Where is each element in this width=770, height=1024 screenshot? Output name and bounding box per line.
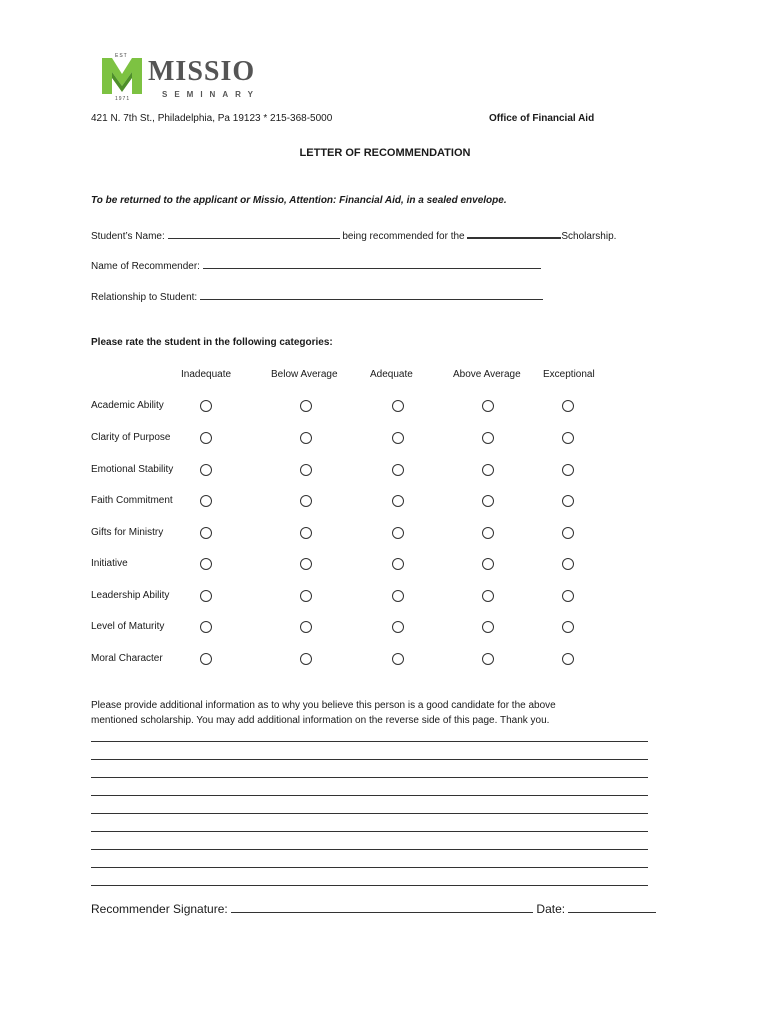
rating-radio[interactable]	[200, 590, 212, 602]
rating-radio[interactable]	[200, 653, 212, 665]
rating-radio[interactable]	[392, 590, 404, 602]
rating-radio[interactable]	[482, 621, 494, 633]
category-label: Gifts for Ministry	[91, 527, 164, 538]
rating-radio[interactable]	[562, 432, 574, 444]
rating-radio[interactable]	[562, 590, 574, 602]
rating-radio[interactable]	[300, 590, 312, 602]
rating-radio[interactable]	[200, 495, 212, 507]
recommended-for-text: being recommended for the	[342, 231, 465, 242]
rating-radio[interactable]	[200, 432, 212, 444]
category-label: Level of Maturity	[91, 621, 165, 632]
comment-line[interactable]	[91, 849, 648, 850]
rating-radio[interactable]	[562, 464, 574, 476]
rating-radio[interactable]	[300, 558, 312, 570]
logo-wordmark: MISSIO	[148, 56, 256, 87]
rating-radio[interactable]	[300, 621, 312, 633]
return-instruction: To be returned to the applicant or Missio, Attention: Financial Aid, in a sealed envelope.	[91, 195, 507, 206]
date-field[interactable]	[568, 900, 656, 913]
recommender-label: Name of Recommender:	[91, 261, 200, 272]
category-label: Emotional Stability	[91, 464, 174, 475]
rating-radio[interactable]	[392, 558, 404, 570]
rating-radio[interactable]	[300, 432, 312, 444]
student-name-row	[91, 227, 616, 242]
rating-radio[interactable]	[200, 464, 212, 476]
signature-field[interactable]	[231, 900, 533, 913]
logo-year-text: 1971	[115, 96, 131, 102]
comment-line[interactable]	[91, 777, 648, 778]
rating-radio[interactable]	[482, 653, 494, 665]
missio-logo	[100, 52, 280, 104]
comment-line[interactable]	[91, 795, 648, 796]
relationship-label: Relationship to Student:	[91, 292, 198, 303]
relationship-row	[91, 289, 543, 303]
rating-radio[interactable]	[562, 558, 574, 570]
logo-subtitle: SEMINARY	[162, 90, 260, 99]
rating-radio[interactable]	[562, 621, 574, 633]
column-header-exceptional: Exceptional	[543, 369, 595, 380]
comment-line[interactable]	[91, 867, 648, 868]
logo-est-text: EST	[115, 53, 128, 59]
rating-radio[interactable]	[300, 400, 312, 412]
column-header-inadequate: Inadequate	[181, 369, 232, 380]
date-label: Date:	[536, 902, 566, 916]
office-name: Office of Financial Aid	[489, 113, 595, 124]
rating-radio[interactable]	[300, 495, 312, 507]
rating-radio[interactable]	[482, 464, 494, 476]
rating-prompt: Please rate the student in the following categories:	[91, 337, 333, 348]
category-label: Leadership Ability	[91, 590, 170, 601]
rating-radio[interactable]	[300, 527, 312, 539]
rating-radio[interactable]	[482, 590, 494, 602]
category-label: Initiative	[91, 558, 128, 569]
category-label: Clarity of Purpose	[91, 432, 171, 443]
recommender-row	[91, 258, 541, 272]
rating-radio[interactable]	[482, 495, 494, 507]
comment-line[interactable]	[91, 813, 648, 814]
rating-radio[interactable]	[562, 527, 574, 539]
rating-radio[interactable]	[392, 653, 404, 665]
signature-label: Recommender Signature:	[91, 902, 228, 916]
comment-line[interactable]	[91, 741, 648, 742]
rating-radio[interactable]	[392, 432, 404, 444]
rating-radio[interactable]	[392, 527, 404, 539]
recommender-name-field[interactable]	[203, 258, 541, 269]
column-header-adequate: Adequate	[370, 369, 413, 380]
student-name-label: Student’s Name:	[91, 231, 165, 242]
additional-info-line-2: mentioned scholarship. You may add additional information on the reverse side of this page. Thank you.	[91, 715, 550, 726]
rating-radio[interactable]	[482, 558, 494, 570]
rating-radio[interactable]	[200, 400, 212, 412]
rating-radio[interactable]	[562, 653, 574, 665]
scholarship-text: Scholarship.	[561, 231, 617, 242]
rating-radio[interactable]	[200, 621, 212, 633]
rating-radio[interactable]	[482, 527, 494, 539]
relationship-field[interactable]	[200, 289, 543, 300]
rating-radio[interactable]	[482, 400, 494, 412]
rating-radio[interactable]	[200, 558, 212, 570]
category-label: Moral Character	[91, 653, 163, 664]
comment-line[interactable]	[91, 831, 648, 832]
column-header-above-average: Above Average	[453, 369, 521, 380]
rating-radio[interactable]	[482, 432, 494, 444]
scholarship-name-field[interactable]	[467, 227, 561, 239]
comment-line[interactable]	[91, 885, 648, 886]
rating-radio[interactable]	[392, 400, 404, 412]
rating-radio[interactable]	[392, 464, 404, 476]
column-header-below-average: Below Average	[271, 369, 338, 380]
category-label: Faith Commitment	[91, 495, 173, 506]
rating-radio[interactable]	[300, 464, 312, 476]
missio-logo-mark-icon	[100, 52, 144, 100]
address-line: 421 N. 7th St., Philadelphia, Pa 19123 * 215-368-5000	[91, 113, 333, 124]
rating-radio[interactable]	[392, 621, 404, 633]
additional-info-line-1: Please provide additional information as to why you believe this person is a good candidate for the above	[91, 700, 556, 711]
student-name-field[interactable]	[168, 228, 340, 239]
comment-line[interactable]	[91, 759, 648, 760]
category-label: Academic Ability	[91, 400, 164, 411]
signature-row	[91, 900, 656, 916]
page-title: LETTER OF RECOMMENDATION	[299, 147, 471, 159]
rating-radio[interactable]	[392, 495, 404, 507]
rating-radio[interactable]	[200, 527, 212, 539]
rating-radio[interactable]	[562, 400, 574, 412]
rating-radio[interactable]	[300, 653, 312, 665]
rating-radio[interactable]	[562, 495, 574, 507]
